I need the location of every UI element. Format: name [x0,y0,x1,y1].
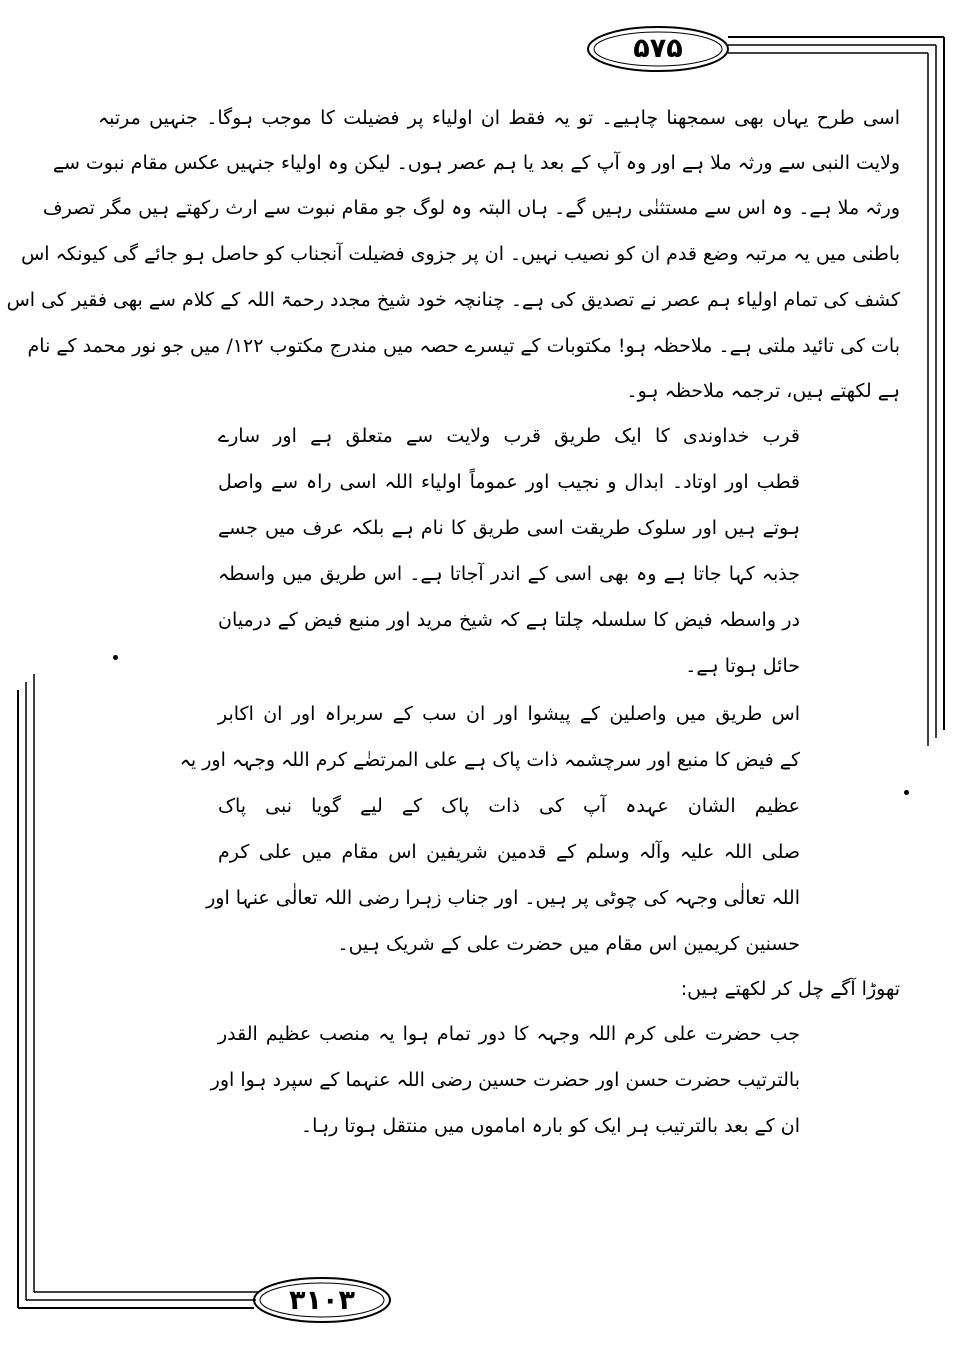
text-line: بالترتیب حضرت حسن اور حضرت حسین رضی اللہ عنہما کے سپرد ہوا اور [210,1069,800,1091]
text-line: جب حضرت علی کرم اللہ وجہہ کا دور تمام ہوا یہ منصب عظیم القدر [218,1023,800,1045]
text-line: جذبہ کہا جاتا ہے وہ بھی اسی کے اندر آجاتا ہے۔ اس طریق میں واسطہ [218,563,800,585]
text-line: قطب اور اوتاد۔ ابدال و نجیب اور عموماً اولیاء اللہ اسی راہ سے واصل [218,471,800,493]
text-line: ولایت النبی سے ورثہ ملا ہے اور وہ آپ کے بعد یا ہم عصر ہوں۔ لیکن وہ اولیاء جنہیں عکس مقام نبوت سے [52,152,900,174]
margin-dot [904,790,909,795]
text-line: بات کی تائید ملتی ہے۔ ملاحظہ ہو! مکتوبات کے تیسرے حصہ میں مندرج مکتوب ۱۲۲/ میں جو نور محمد کے نام [27,335,900,357]
text-line: ان کے بعد بالترتیب ہر ایک کو بارہ اماموں میں منتقل ہوتا رہا۔ [301,1115,800,1137]
intro-line: تھوڑا آگے چل کر لکھتے ہیں: [680,978,900,1000]
margin-dot [113,655,118,660]
text-line: اس طریق میں واصلین کے پیشوا اور ان سب کے سربراہ اور ان اکابر [218,703,800,725]
text-line: ہے لکھتے ہیں، ترجمہ ملاحظہ ہو۔ [626,380,900,402]
text-line: حائل ہوتا ہے۔ [685,655,800,677]
text-line: ہوتے ہیں اور سلوک طریقت اسی طریق کا نام ہے بلکہ عرف میں جسے [218,517,800,539]
text-line: در واسطہ فیض کا سلسلہ چلتا ہے کہ شیخ مرید اور منبع فیض کے درمیان [218,609,800,631]
text-line: باطنی میں یہ مرتبہ وضع قدم ان کو نصیب نہیں۔ ان پر جزوی فضیلت آنجناب کو حاصل ہو جائے گی کیونکہ اس [21,243,900,265]
page-number-bottom: ۳۱۰۳ [289,1285,355,1316]
text-line: کے فیض کا منبع اور سرچشمہ ذات پاک ہے علی المرتضٰے کرم اللہ وجہہ اور یہ [179,749,800,771]
text-line: قرب خداوندی کا ایک طریق قرب ولایت سے متعلق ہے اور سارے [218,425,800,447]
text-line: ورثہ ملا ہے۔ وہ اس سے مستثنٰی رہیں گے۔ ہاں البتہ وہ لوگ جو مقام نبوت سے ارث رکھتے ہیں مگر تصرف [42,197,900,219]
page-number-top: ۵۷۵ [633,33,683,64]
text-line: حسنین کریمین اس مقام میں حضرت علی کے شریک ہیں۔ [337,933,800,955]
text-line: صلی اللہ علیہ وآلہ وسلم کے قدمین شریفین اس مقام میں علی کرم [218,841,800,863]
text-line: عظیم الشان عہدہ آپ کی ذات پاک کے لیے گویا نبی پاک [218,795,800,817]
text-line: کشف کی تمام اولیاء ہم عصر نے تصدیق کی ہے۔ چنانچہ خود شیخ مجدد رحمۃ اللہ کے کلام سے بھی فقیر کی اس [6,289,900,311]
text-line: اللہ تعالٰی وجہہ کی چوٹی پر ہیں۔ اور جناب زہرا رضی اللہ تعالٰی عنہا اور [206,887,800,909]
text-line: اسی طرح یہاں بھی سمجھنا چاہیے۔ تو یہ فقط ان اولیاء پر فضیلت کا موجب ہوگا۔ جنہیں مرتبہ [98,107,900,129]
